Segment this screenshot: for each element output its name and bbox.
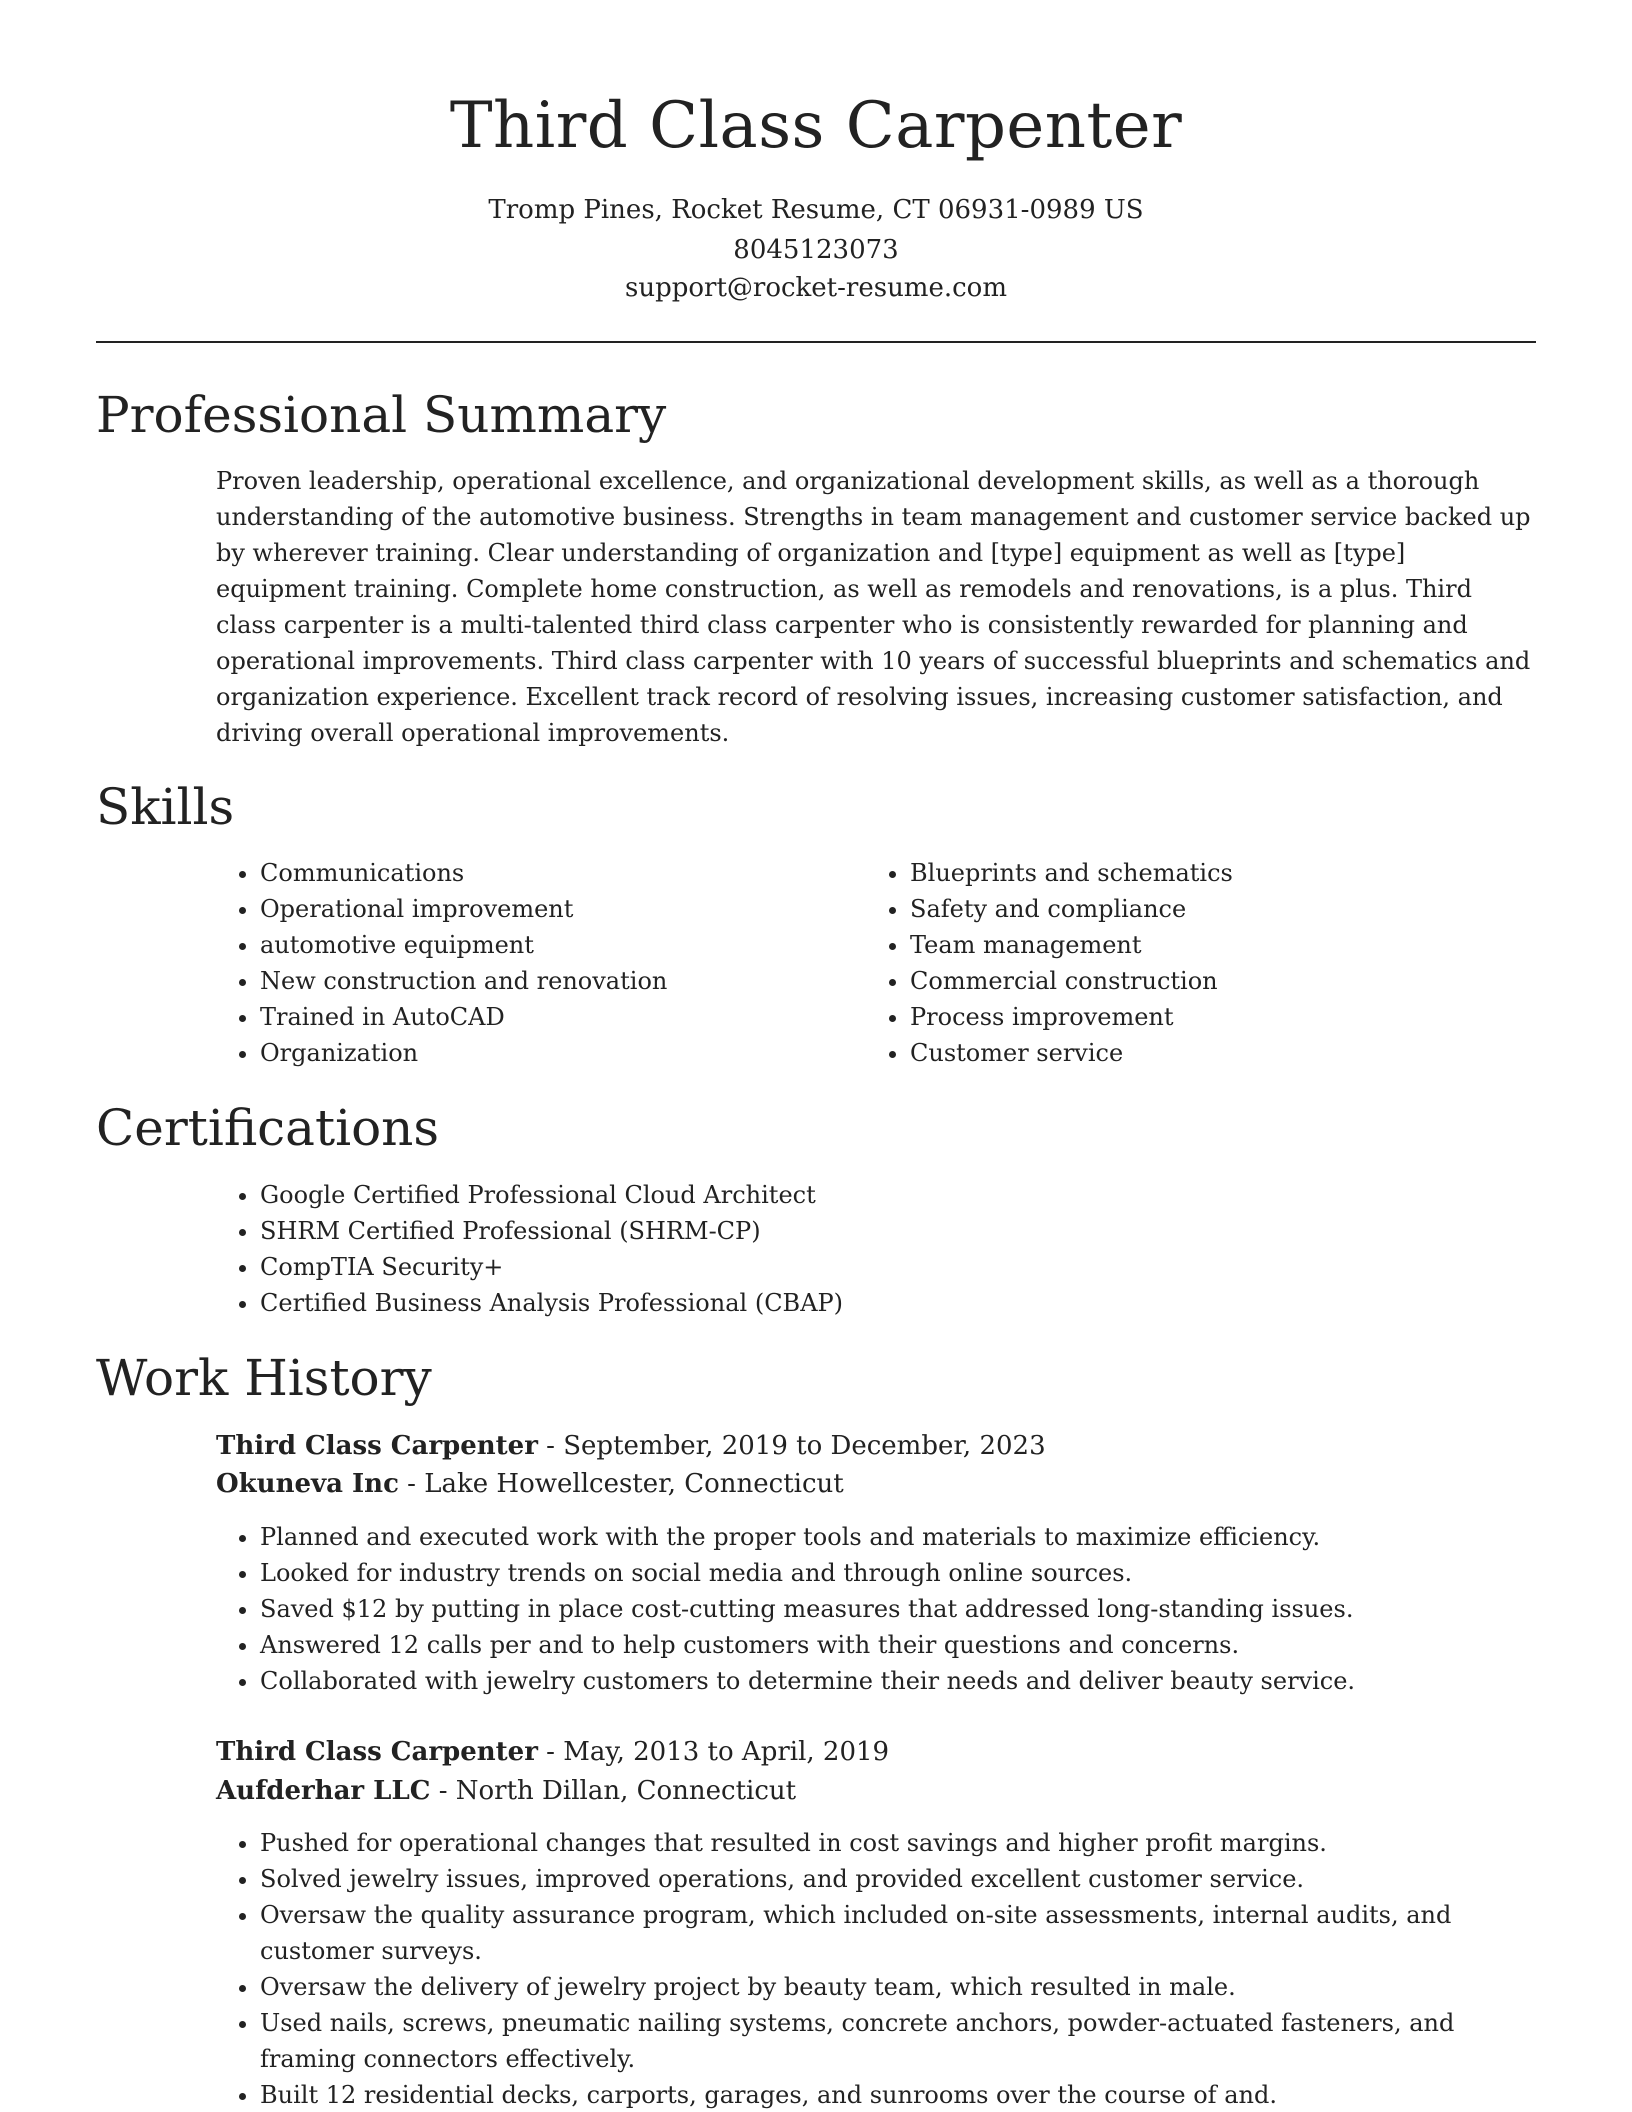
certification-item: • CompTIA Security+ bbox=[260, 1249, 1536, 1285]
work-history-heading: Work History bbox=[96, 1349, 432, 1407]
skill-item: • Communications bbox=[260, 855, 856, 891]
job-bullets bbox=[216, 1825, 1536, 2112]
job-company: Aufderhar LLC bbox=[216, 1776, 431, 1806]
skill-item: • Operational improvement bbox=[260, 891, 856, 927]
job-dates: - September, 2019 to December, 2023 bbox=[537, 1431, 1046, 1461]
skills-heading: Skills bbox=[96, 778, 235, 836]
job-title-line bbox=[216, 1733, 1536, 1771]
skills-list-left bbox=[216, 855, 856, 1071]
skill-item: • Trained in AutoCAD bbox=[260, 999, 856, 1035]
job-location: - North Dillan, Connecticut bbox=[430, 1776, 797, 1806]
contact-phone: 8045123073 bbox=[733, 235, 899, 265]
job-company-line bbox=[216, 1465, 1536, 1503]
job-bullet: • Collaborated with jewelry customers to determine their needs and deliver beauty service. bbox=[260, 1663, 1536, 1699]
skill-item: • Team management bbox=[910, 927, 1506, 963]
skill-item: • Organization bbox=[260, 1035, 856, 1071]
skills-list-right bbox=[866, 855, 1506, 1071]
job-bullet: • Solved jewelry issues, improved operations, and provided excellent customer service. bbox=[260, 1861, 1536, 1897]
skill-item: • Customer service bbox=[910, 1035, 1506, 1071]
summary-text: Proven leadership, operational excellence, and organizational development skills, as well as a thorough understanding of the automotive business. Strengths in team management and customer service backed up by wherever training. Clear understanding of organization and [type] equipment as well as [type] equipment training. Complete home construction, as well as remodels and renovations, is a plus. Third class carpenter is a multi-talented third class carpenter who is consistently rewarded for planning and operational improvements. Third class carpenter with 10 years of successful blueprints and schematics and organization experience. Excellent track record of resolving issues, increasing customer satisfaction, and driving overall operational improvements. bbox=[216, 467, 1531, 747]
certification-item: • SHRM Certified Professional (SHRM-CP) bbox=[260, 1213, 1536, 1249]
job-bullets-block bbox=[216, 1519, 1536, 1699]
skill-item: • Commercial construction bbox=[910, 963, 1506, 999]
job-bullet: • Used nails, screws, pneumatic nailing systems, concrete anchors, powder-actuated fasteners, and framing connectors effectively. bbox=[260, 2005, 1536, 2077]
job-company: Okuneva Inc bbox=[216, 1469, 399, 1499]
skill-item: • Safety and compliance bbox=[910, 891, 1506, 927]
job-title: Third Class Carpenter bbox=[216, 1431, 538, 1461]
certifications-block bbox=[216, 1177, 1536, 1321]
job-location: - Lake Howellcester, Connecticut bbox=[398, 1469, 844, 1499]
job-bullet: • Planned and executed work with the proper tools and materials to maximize efficiency. bbox=[260, 1519, 1536, 1555]
candidate-name: Third Class Carpenter bbox=[449, 89, 1183, 163]
header-divider bbox=[96, 341, 1536, 343]
job-bullet: • Looked for industry trends on social media and through online sources. bbox=[260, 1555, 1536, 1591]
skill-item: • Blueprints and schematics bbox=[910, 855, 1506, 891]
skills-column-left bbox=[216, 855, 856, 1071]
certifications-list bbox=[216, 1177, 1536, 1321]
skill-item: • Process improvement bbox=[910, 999, 1506, 1035]
contact-address: Tromp Pines, Rocket Resume, CT 06931-0989 US bbox=[488, 195, 1144, 225]
job-bullets bbox=[216, 1519, 1536, 1699]
certifications-heading: Certifications bbox=[96, 1099, 440, 1157]
skill-item: • automotive equipment bbox=[260, 927, 856, 963]
job-dates: - May, 2013 to April, 2019 bbox=[537, 1737, 890, 1767]
job-bullets-block bbox=[216, 1825, 1536, 2112]
job-bullet: • Answered 12 calls per and to help customers with their questions and concerns. bbox=[260, 1627, 1536, 1663]
job-bullet: • Pushed for operational changes that resulted in cost savings and higher profit margins. bbox=[260, 1825, 1536, 1861]
summary-heading: Professional Summary bbox=[96, 386, 667, 444]
job-bullet: • Saved $12 by putting in place cost-cutting measures that addressed long-standing issues. bbox=[260, 1591, 1536, 1627]
skills-column-right bbox=[866, 855, 1506, 1071]
job-company-line bbox=[216, 1772, 1536, 1810]
job-bullet: • Oversaw the quality assurance program, which included on-site assessments, internal audits, and customer surveys. bbox=[260, 1897, 1536, 1969]
job-bullet: • Built 12 residential decks, carports, garages, and sunrooms over the course of and. bbox=[260, 2077, 1536, 2112]
job-title: Third Class Carpenter bbox=[216, 1737, 538, 1767]
certification-item: • Certified Business Analysis Professional (CBAP) bbox=[260, 1285, 1536, 1321]
contact-email: support@rocket-resume.com bbox=[624, 273, 1007, 303]
job-title-line bbox=[216, 1427, 1536, 1465]
job-bullet: • Oversaw the delivery of jewelry project by beauty team, which resulted in male. bbox=[260, 1969, 1536, 2005]
skill-item: • New construction and renovation bbox=[260, 963, 856, 999]
certification-item: • Google Certified Professional Cloud Architect bbox=[260, 1177, 1536, 1213]
